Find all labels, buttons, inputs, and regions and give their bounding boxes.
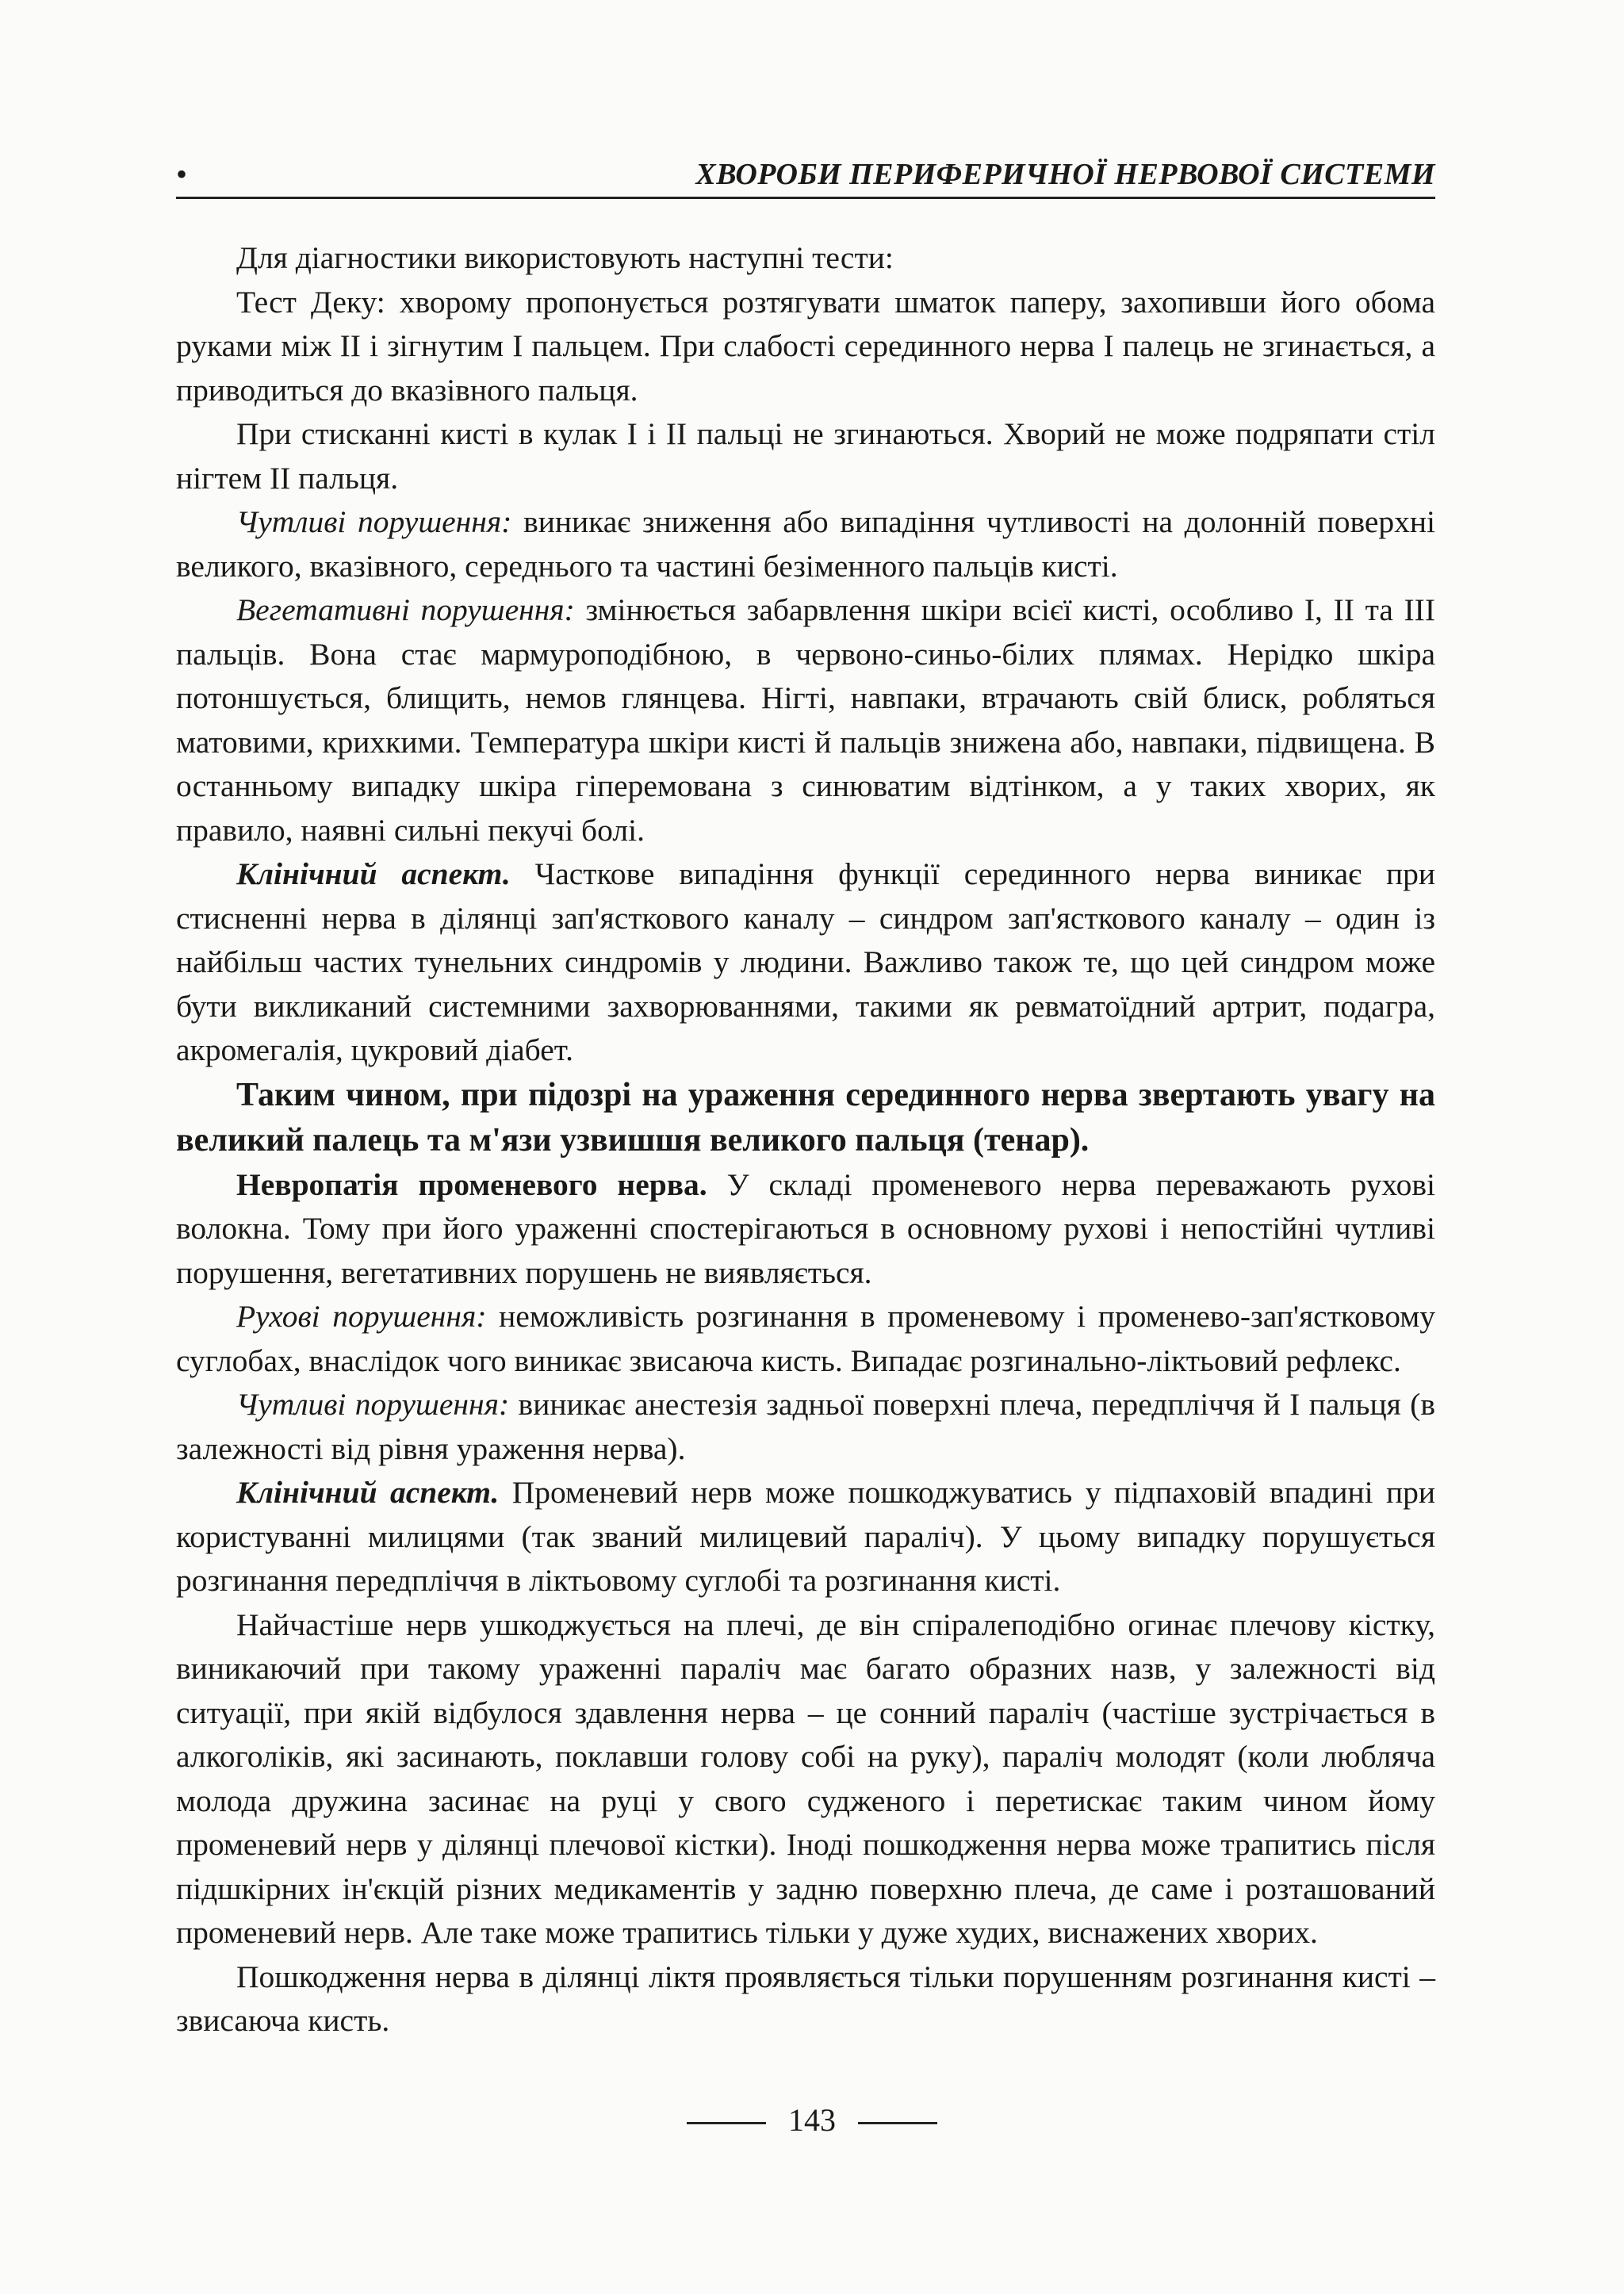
paragraph-text: виникає зниження або випадіння чутливості на долонній поверхні великого, вказівного, середнього та частині безіменного пальців кисті. <box>176 504 1436 584</box>
paragraph <box>176 852 1435 1073</box>
footer-rule-right <box>858 2122 937 2124</box>
paragraph <box>176 1295 1435 1383</box>
header-title: ХВОРОБИ ПЕРИФЕРИЧНОЇ НЕРВОВОЇ СИСТЕМИ <box>695 158 1435 191</box>
conclusion-paragraph: Таким чином, при підозрі на ураження серединного нерва звертають увагу на великий палець та м'язи узвишшя великого пальця (тенар). <box>176 1076 1435 1158</box>
paragraph-text: Променевий нерв може пошкоджуватись у підпаховій впадині при користуванні милицями (так званий милицевий параліч). У цьому випадку порушується розгинання передпліччя в ліктьовому суглобі та розгинання кисті. <box>176 1475 1435 1598</box>
header-bullet: • <box>176 156 188 192</box>
paragraph-text: У складі променевого нерва переважають рухові волокна. Тому при його ураженні спостерігаються в основному рухові і непостійні чутливі порушення, вегетативних порушень не виявляється. <box>176 1166 1435 1290</box>
paragraph <box>176 500 1435 588</box>
paragraph-text: Часткове випадіння функції серединного нерва виникає при стисненні нерва в ділянці зап'ясткового каналу – синдром зап'ясткового каналу – один із найбільш частих тунельних синдромів у людини. Важливо також те, що цей синдром може бути викликаний системними захворюваннями, такими як ревматоїдний артрит, подагра, акромегалія, цукровий діабет. <box>176 856 1435 1067</box>
paragraph <box>176 1163 1435 1296</box>
page-body <box>176 236 1435 2043</box>
running-header <box>176 155 1435 199</box>
sensory-disorders-label: Чутливі порушення: <box>236 1387 510 1422</box>
motor-disorders-label: Рухові порушення: <box>236 1299 487 1334</box>
paragraph-text: змінюється забарвлення шкіри всієї кисті, особливо I, II та III пальців. Вона стає мармуроподібною, в червоно-синьо-білих плямах. Нерідко шкіра потоншується, блищить, немов глянцева. Нігті, навпаки, втрачають свій блиск, робляться матовими, крихкими. Температура шкіри кисті й пальців знижена або, навпаки, підвищена. В останньому випадку шкіра гіперемована з синюватим відтінком, а у таких хворих, як правило, наявні сильні пекучі болі. <box>176 592 1435 848</box>
paragraph <box>176 1383 1435 1471</box>
clinical-aspect-label: Клінічний аспект. <box>236 856 511 891</box>
vegetative-disorders-label: Вегетативні порушення: <box>236 592 575 627</box>
paragraph: Тест Деку: хворому пропонується розтягувати шматок паперу, захопивши його обома руками між II і зігнутим I пальцем. При слабості серединного нерва I палець не згинається, а приводиться до вказівного пальця. <box>176 284 1435 408</box>
paragraph: Пошкодження нерва в ділянці ліктя проявляється тільки порушенням розгинання кисті – звисаюча кисть. <box>176 1959 1435 2038</box>
section-heading: Невропатія променевого нерва. <box>236 1166 707 1202</box>
paragraph: Для діагностики використовують наступні тести: <box>236 240 894 275</box>
paragraph <box>176 588 1435 852</box>
clinical-aspect-label: Клінічний аспект. <box>236 1475 500 1510</box>
sensory-disorders-label: Чутливі порушення: <box>236 504 512 539</box>
paragraph: Найчастіше нерв ушкоджується на плечі, де він спіралеподібно огинає плечову кістку, виникаючий при такому ураженні параліч має багато образних назв, у залежності від ситуації, при якій відбулося здавлення нерва – це сонний параліч (частіше зустрічається в алкоголіків, які засинають, поклавши голову собі на руку), параліч молодят (коли любляча молода дружина засинає на руці у свого судженого і перетискає таким чином йому променевий нерв у ділянці плечової кістки). Іноді пошкодження нерва може трапитись після підшкірних ін'єкцій різних медикаментів у задню поверхню плеча, де саме і розташований променевий нерв. Але таке може трапитись тільки у дуже худих, виснажених хворих. <box>176 1607 1435 1950</box>
paragraph <box>176 1471 1435 1603</box>
paragraph-text: виникає анестезія задньої поверхні плеча, передпліччя й I пальця (в залежності від рівня ураження нерва). <box>176 1387 1435 1466</box>
page-footer <box>0 2101 1624 2139</box>
paragraph-text: неможливість розгинання в променевому і променево-зап'ястковому суглобах, внаслідок чого виникає звисаюча кисть. Випадає розгинально-ліктьовий рефлекс. <box>176 1299 1435 1378</box>
paragraph: При стисканні кисті в кулак I і II пальці не згинаються. Хворий не може подряпати стіл нігтем II пальця. <box>176 416 1435 496</box>
page-number: 143 <box>788 2102 836 2138</box>
footer-rule-left <box>687 2122 766 2124</box>
